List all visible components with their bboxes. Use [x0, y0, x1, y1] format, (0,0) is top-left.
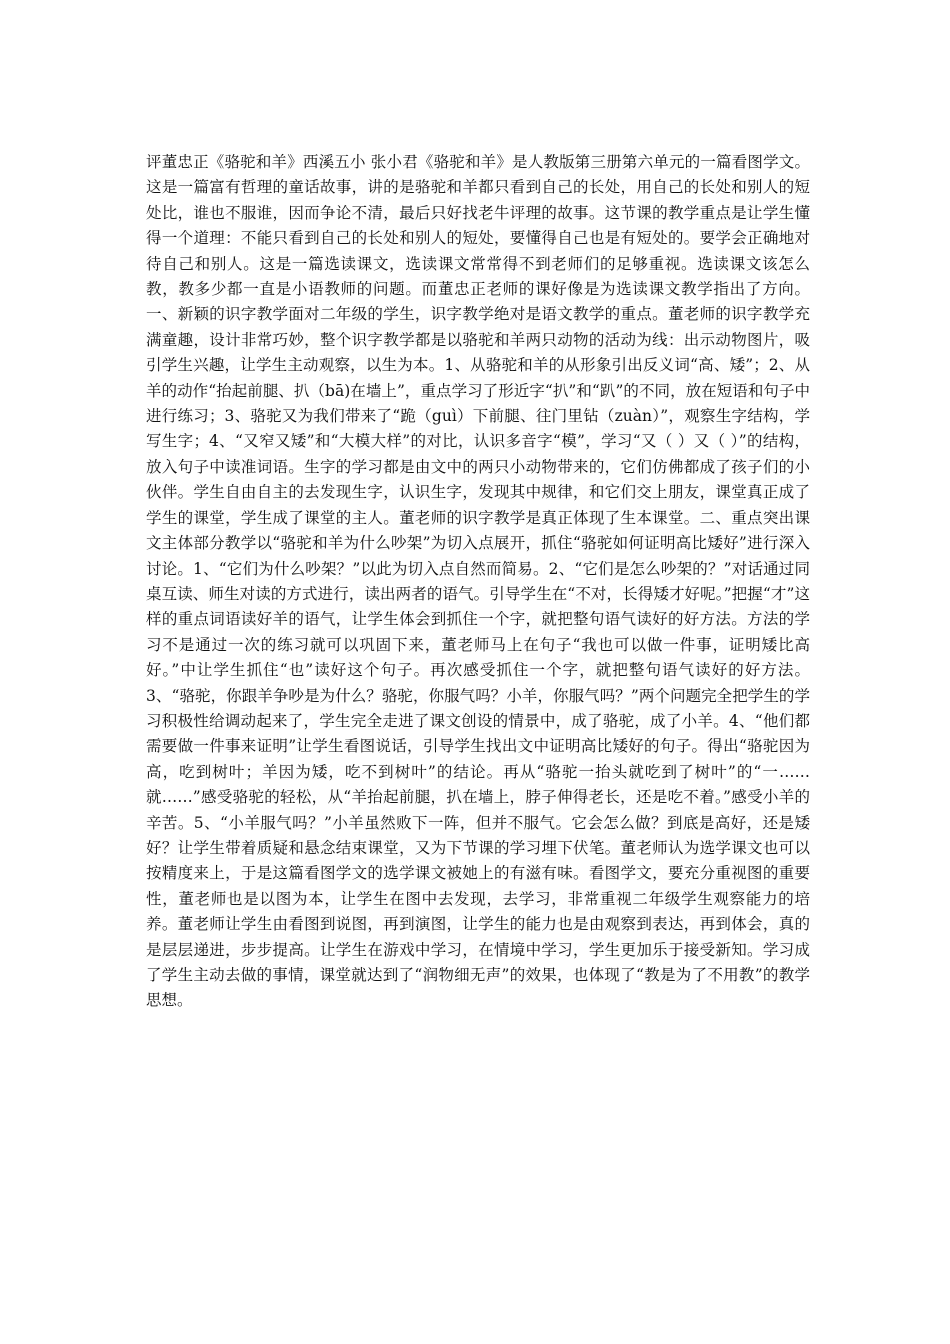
- article-body-text: 评董忠正《骆驼和羊》西溪五小 张小君《骆驼和羊》是人教版第三册第六单元的一篇看图学文。这是一篇富有哲理的童话故事，讲的是骆驼和羊都只看到自己的长处，用自己的长处和别人的短处比，谁也不服谁，因而争论不清，最后只好找老牛评理的故事。这节课的教学重点是让学生懂得一个道理：不能只看到自己的长处和别人的短处，要懂得自己也是有短处的。要学会正确地对待自己和别人。这是一篇选读课文，选读课文常常得不到老师们的足够重视。选读课文该怎么教，教多少都一直是小语教师的问题。而董忠正老师的课好像是为选读课文教学指出了方向。一、新颖的识字教学面对二年级的学生，识字教学绝对是语文教学的重点。董老师的识字教学充满童趣，设计非常巧妙，整个识字教学都是以骆驼和羊两只动物的活动为线：出示动物图片，吸引学生兴趣，让学生主动观察，以生为本。1、从骆驼和羊的从形象引出反义词“高、矮”；2、从羊的动作“抬起前腿、扒（bā)在墙上”，重点学习了形近字“扒”和“趴”的不同，放在短语和句子中进行练习；3、骆驼又为我们带来了“跪（guì）下前腿、往门里钻（zuàn）”，观察生字结构，学写生字；4、“又窄又矮”和“大模大样”的对比，认识多音字“模”，学习“又（ ）又（ ）”的结构，放入句子中读准词语。生字的学习都是由文中的两只小动物带来的，它们仿佛都成了孩子们的小伙伴。学生自由自主的去发现生字，认识生字，发现其中规律，和它们交上朋友，课堂真正成了学生的课堂，学生成了课堂的主人。董老师的识字教学是真正体现了生本课堂。二、重点突出课文主体部分教学以“骆驼和羊为什么吵架”为切入点展开，抓住“骆驼如何证明高比矮好”进行深入讨论。1、“它们为什么吵架？”以此为切入点自然而简易。2、“它们是怎么吵架的？”对话通过同桌互读、师生对读的方式进行，读出两者的语气。引导学生在“不对，长得矮才好呢。”把握“才”这样的重点词语读好羊的语气，让学生体会到抓住一个字，就把整句语气读好的好方法。方法的学习不是通过一次的练习就可以巩固下来，董老师马上在句子“我也可以做一件事，证明矮比高好。”中让学生抓住“也”读好这个句子。再次感受抓住一个字，就把整句语气读好的好方法。3、“骆驼，你跟羊争吵是为什么？骆驼，你服气吗？小羊，你服气吗？”两个问题完全把学生的学习积极性给调动起来了，学生完全走进了课文创设的情景中，成了骆驼，成了小羊。4、“他们都需要做一件事来证明”让学生看图说话，引导学生找出文中证明高比矮好的句子。得出“骆驼因为高，吃到树叶；羊因为矮，吃不到树叶”的结论。再从“骆驼一抬头就吃到了树叶”的“一……就……”感受骆驼的轻松，从“羊抬起前腿，扒在墙上，脖子伸得老长，还是吃不着。”感受小羊的辛苦。5、“小羊服气吗？”小羊虽然败下一阵，但并不服气。它会怎么做？到底是高好，还是矮好？让学生带着质疑和悬念结束课堂，又为下节课的学习埋下伏笔。董老师认为选学课文也可以按精度来上，于是这篇看图学文的选学课文被她上的有滋有味。看图学文，要充分重视图的重要性，董老师也是以图为本，让学生在图中去发现，去学习，非常重视二年级学生观察能力的培养。董老师让学生由看图到说图，再到演图，让学生的能力也是由观察到表达，再到体会，真的是层层递进，步步提高。让学生在游戏中学习，在情境中学习，学生更加乐于接受新知。学习成了学生主动去做的事情，课堂就达到了“润物细无声”的效果，也体现了“教是为了不用教”的教学思想。: [146, 153, 810, 1010]
